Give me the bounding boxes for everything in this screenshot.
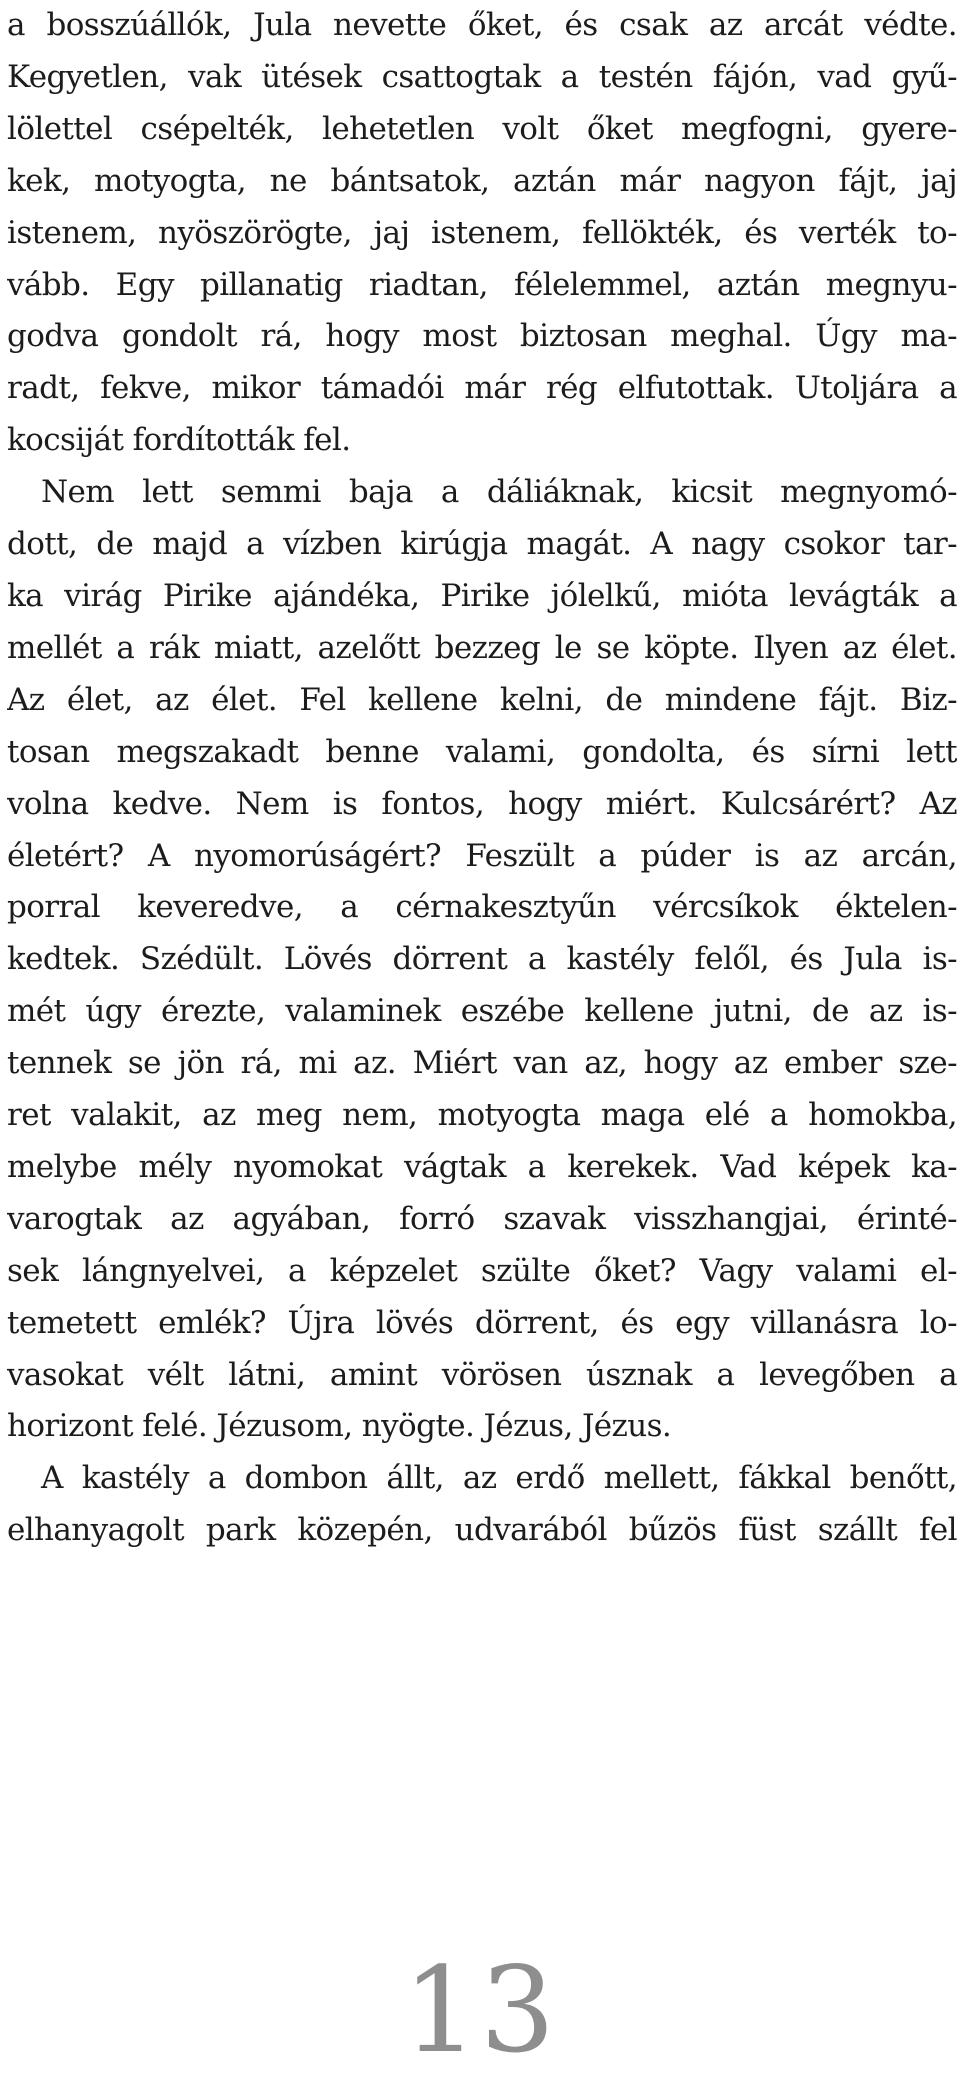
- text-line: dott, de majd a vízben kirúgja magát. A nagy csokor tar-: [7, 526, 957, 563]
- text-line: vább. Egy pillanatig riadtan, félelemmel, aztán megnyu-: [7, 266, 957, 303]
- text-line: Nem lett semmi baja a dáliáknak, kicsit megnyomó-: [41, 474, 957, 511]
- text-line: Kegyetlen, vak ütések csattogtak a testén fájón, vad gyű-: [7, 58, 957, 95]
- text-line: kedtek. Szédült. Lövés dörrent a kastély felől, és Jula is-: [7, 941, 957, 978]
- text-line: volna kedve. Nem is fontos, hogy miért. Kulcsárért? Az: [7, 785, 957, 822]
- text-line: Az élet, az élet. Fel kellene kelni, de mindene fájt. Biz-: [7, 681, 957, 718]
- text-line: mét úgy érezte, valaminek eszébe kellene jutni, de az is-: [7, 993, 957, 1030]
- text-line: ka virág Pirike ajándéka, Pirike jólelkű, mióta levágták a: [7, 577, 957, 614]
- body-text: [7, 0, 957, 1557]
- text-line: A kastély a dombon állt, az erdő mellett, fákkal benőtt,: [41, 1460, 957, 1497]
- text-line: varogtak az agyában, forró szavak visszhangjai, érinté-: [7, 1200, 957, 1237]
- text-line: temetett emlék? Újra lövés dörrent, és egy villanásra lo-: [7, 1304, 957, 1341]
- text-line: radt, fekve, mikor támadói már rég elfutottak. Utoljára a: [7, 370, 957, 407]
- text-line: lölettel csépelték, lehetetlen volt őket megfogni, gyere-: [7, 110, 957, 147]
- text-line: vasokat vélt látni, amint vörösen úsznak a levegőben a: [7, 1356, 957, 1393]
- paragraph-2: [7, 467, 957, 1453]
- text-line: istenem, nyöszörögte, jaj istenem, fellökték, és verték to-: [7, 214, 957, 251]
- page-number: 13: [402, 1941, 558, 2079]
- text-line: mellét a rák miatt, azelőtt bezzeg le se köpte. Ilyen az élet.: [7, 629, 957, 666]
- text-line: tennek se jön rá, mi az. Miért van az, hogy az ember sze-: [7, 1045, 957, 1082]
- text-line: kocsiját fordították fel.: [7, 422, 351, 459]
- text-line: porral keveredve, a cérnakesztyűn vércsíkok éktelen-: [7, 889, 957, 926]
- text-line: kek, motyogta, ne bántsatok, aztán már nagyon fájt, jaj: [7, 162, 957, 199]
- text-line: ret valakit, az meg nem, motyogta maga elé a homokba,: [7, 1097, 957, 1134]
- text-line: sek lángnyelvei, a képzelet szülte őket? Vagy valami el-: [7, 1252, 957, 1289]
- paragraph-3: [7, 1453, 957, 1557]
- text-line: elhanyagolt park közepén, udvarából bűzös füst szállt fel: [7, 1512, 957, 1549]
- text-line: tosan megszakadt benne valami, gondolta, és sírni lett: [7, 733, 957, 770]
- paragraph-1: [7, 0, 957, 467]
- text-line: horizont felé. Jézusom, nyögte. Jézus, Jézus.: [7, 1408, 672, 1445]
- text-line: melybe mély nyomokat vágtak a kerekek. Vad képek ka-: [7, 1148, 957, 1185]
- text-line: életért? A nyomorúságért? Feszült a púder is az arcán,: [7, 837, 957, 874]
- text-line: a bosszúállók, Jula nevette őket, és csak az arcát védte.: [7, 7, 957, 43]
- text-line: godva gondolt rá, hogy most biztosan meghal. Úgy ma-: [7, 318, 957, 355]
